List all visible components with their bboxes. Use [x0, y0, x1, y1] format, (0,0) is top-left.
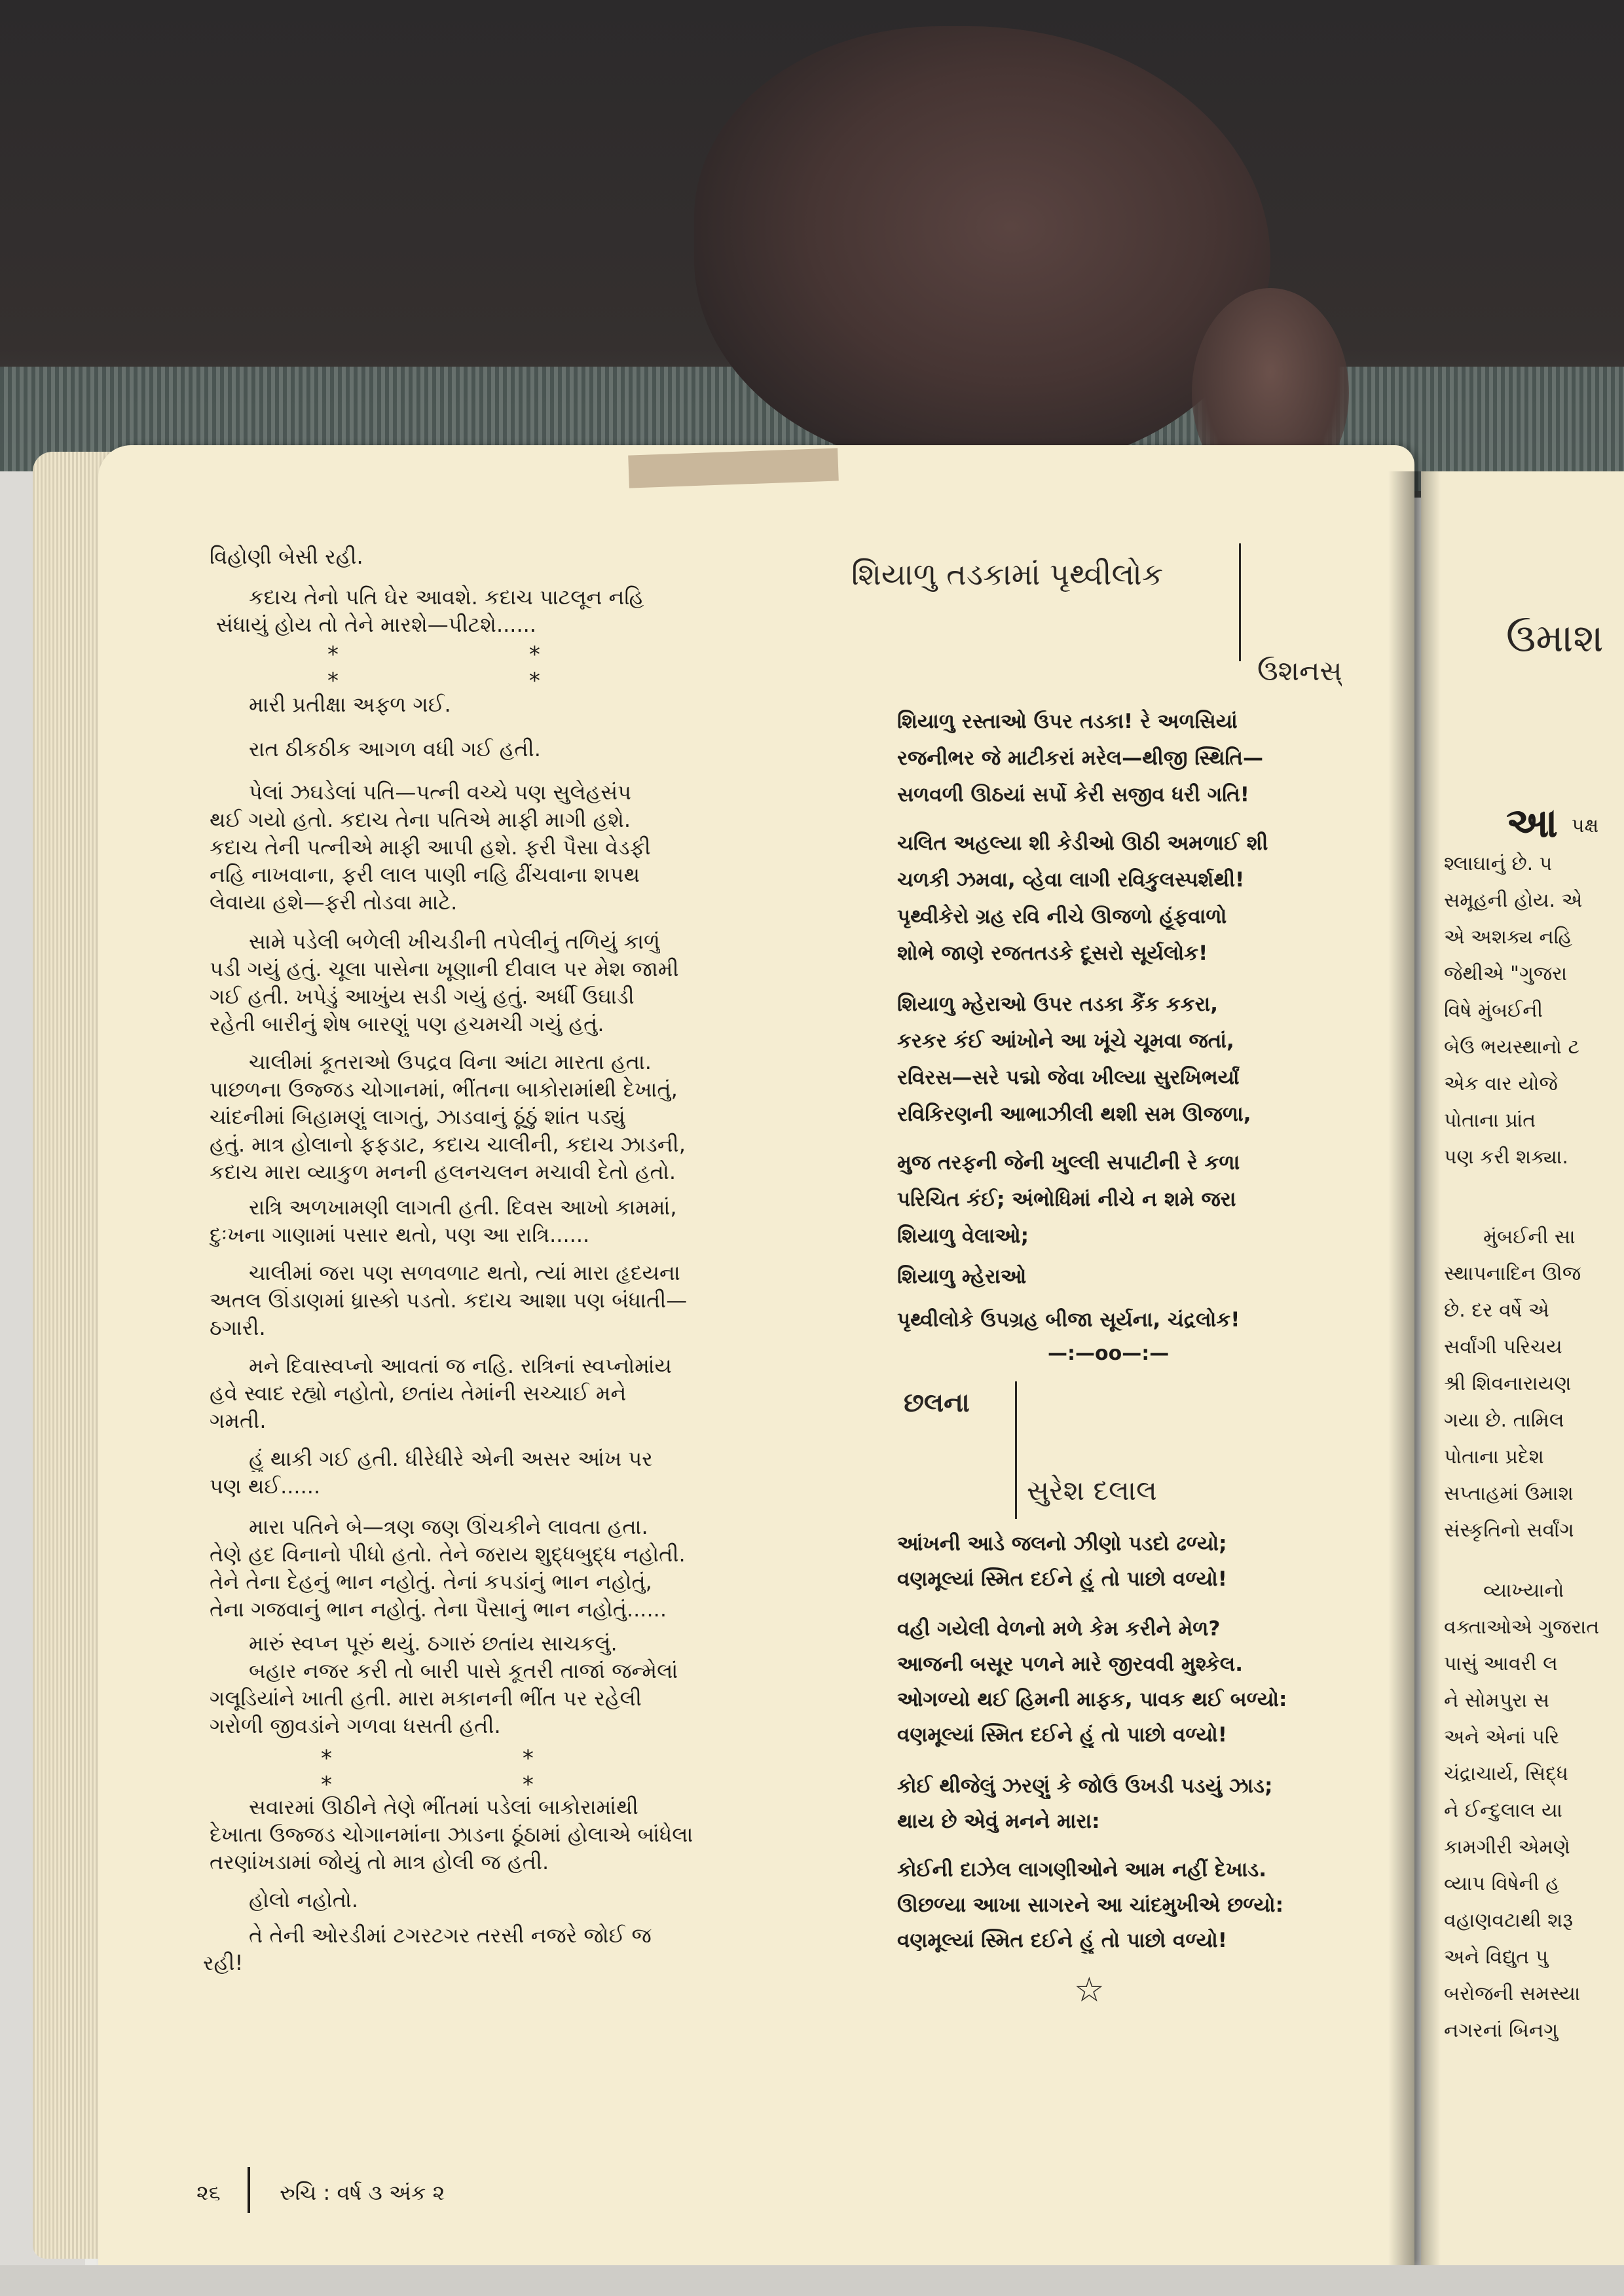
gutter-shadow	[1388, 471, 1441, 2291]
poem-line: રવિરસ—સરે પદ્મો જેવા ખીલ્યા સુરખિભર્યાં	[897, 1066, 1240, 1089]
poem-line: થાય છે એવું મનને મારા:	[897, 1810, 1100, 1833]
text-line: વ્યાપ વિષેની હ	[1444, 1872, 1560, 1895]
poem-line: વણમૂલ્યાં સ્મિત દઈને હું તો પાછો વળ્યો!	[897, 1929, 1227, 1952]
poem-line: સળવળી ઊઠયાં સર્પો કેરી સજીવ ધરી ગતિ!	[897, 783, 1249, 807]
text-line: પડી ગયું હતું. ચૂલા પાસેના ખૂણાની દીવાલ પર મેશ જામી	[210, 957, 679, 981]
text-line: હતું. માત્ર હોલાનો ફફડાટ, કદાચ ચાલીની, કદાચ ઝાડની,	[210, 1132, 686, 1157]
text-line: મને દિવાસ્વપ્નો આવતાં જ નહિ. રાત્રિનાં સ્વપ્નોમાંય	[249, 1353, 672, 1378]
page-footer	[196, 2180, 445, 2206]
poem-line: ચલિત અહલ્યા શી કેડીઓ ઊઠી અમળાઈ શી	[897, 831, 1268, 855]
text-line: દેખાતા ઉજ્જડ ચોગાનમાંના ઝાડના ઠૂંઠામાં હોલાએ બાંધેલા	[210, 1822, 693, 1847]
poem-title: છલના	[904, 1388, 970, 1418]
text-line: સંધાયું હોય તો તેને મારશે—પીટશે......	[216, 612, 536, 637]
left-text-column	[203, 543, 825, 2082]
text-line: અને વિદ્યુત પુ	[1444, 1946, 1549, 1969]
page-number: ૨૬	[196, 2180, 221, 2205]
poet-name: સુરેશ દલાલ	[1027, 1474, 1157, 1506]
text-line: રાત્રિ અળખામણી લાગતી હતી. દિવસ આખો કામમાં,	[249, 1195, 677, 1220]
text-line: મારી પ્રતીક્ષા અફળ ગઈ.	[249, 692, 451, 717]
text-line: કામગીરી એમણે	[1444, 1836, 1570, 1859]
text-line: સવારમાં ઊઠીને તેણે ભીંતમાં પડેલાં બાકોરામાંથી	[249, 1795, 638, 1819]
text-line: એ અશક્ય નહિ	[1444, 926, 1572, 949]
text-line: સંસ્કૃતિનો સર્વાંગ	[1444, 1519, 1574, 1542]
text-line: હું થાકી ગઈ હતી. ધીરેધીરે એની અસર આંખ પર	[249, 1446, 653, 1471]
facing-page-title: ઉમાશ	[1506, 615, 1604, 661]
text-line: છે. દર વર્ષે એ	[1444, 1299, 1549, 1322]
poet-name: ઉશનસ્	[1257, 655, 1342, 687]
text-line: રહી!	[203, 1950, 244, 1975]
text-line: અતલ ઊંડાણમાં ધ્રાસ્કો પડતો. કદાચ આશા પણ બંધાતી—	[210, 1288, 688, 1313]
text-line: ચાલીમાં કૂતરાઓ ઉપદ્રવ વિના આંટા મારતા હતા.	[249, 1049, 652, 1074]
text-line: ગરોળી જીવડાંને ગળવા ધસતી હતી.	[210, 1713, 501, 1738]
text-line: સામે પડેલી બળેલી ખીચડીની તપેલીનું તળિયું કાળું	[249, 929, 661, 954]
poem-line: વહી ગયેલી વેળનો મળે કેમ કરીને મેળ?	[897, 1617, 1221, 1641]
title-rule	[1015, 1381, 1017, 1519]
text-line: દુઃખના ગાણામાં પસાર થતો, પણ આ રાત્રિ......	[210, 1222, 590, 1247]
dropcap: આ	[1506, 799, 1558, 847]
text-line: મારું સ્વપ્ન પૂરું થયું. ઠગારું છતાંય સાચકલું.	[249, 1631, 618, 1656]
title-rule	[1239, 543, 1241, 661]
text-line: મુંબઈની સા	[1483, 1226, 1576, 1248]
text-line: તેણે હદ વિનાનો પીધો હતો. તેને જરાય શુદ્ધબુદ્ધ નહોતી.	[210, 1542, 686, 1567]
text-line: ચાલીમાં જરા પણ સળવળાટ થતો, ત્યાં મારા હૃદયના	[249, 1260, 680, 1285]
text-line: હોલો નહોતો.	[249, 1887, 359, 1912]
text-line: વ્યાખ્યાનો	[1483, 1579, 1564, 1602]
text-line: ગલૂડિયાંને ખાતી હતી. મારા મકાનની ભીંત પર રહેલી	[210, 1686, 642, 1711]
poem-line: શિયાળુ રસ્તાઓ ઉપર તડકા! રે અળસિયાં	[897, 710, 1238, 733]
text-line: સ્થાપનાદિન ઊજ	[1444, 1262, 1581, 1285]
text-line: એક વાર યોજે	[1444, 1072, 1558, 1095]
text-line: બેઉ ભયસ્થાનો ટ	[1444, 1036, 1579, 1059]
poem-line: કોઈની દાઝેલ લાગણીઓને આમ નહીં દેખાડ.	[897, 1858, 1267, 1882]
text-line: વક્તાઓએ ગુજરાત	[1444, 1616, 1600, 1639]
text-line: તેને તેના દેહનું ભાન નહોતું. તેનાં કપડાંનું ભાન નહોતું,	[210, 1569, 652, 1594]
text-line: નગરનાં બિનગુ	[1444, 2019, 1559, 2042]
text-line: બહાર નજર કરી તો બારી પાસે કૂતરી તાજાં જન્મેલાં	[249, 1658, 678, 1683]
poem-line: ઓગળ્યો થઈ હિમની માફક, પાવક થઈ બળ્યો:	[897, 1688, 1287, 1711]
text-line: ને ઈન્દુલાલ યા	[1444, 1799, 1563, 1822]
text-line: પણ કરી શક્યા.	[1444, 1146, 1568, 1169]
poem-line: વણમૂલ્યાં સ્મિત દઈને હું તો પાછો વળ્યો!	[897, 1723, 1227, 1747]
text-line: પક્ષ	[1572, 814, 1599, 837]
end-star-icon: ☆	[1074, 1971, 1105, 2010]
poem-line: શોભે જાણે રજતતડકે દૂસરો સૂર્યલોક!	[897, 941, 1208, 965]
poem-line: પૃથ્વીલોકે ઉપગ્રહ બીજા સૂર્યના, ચંદ્રલોક!	[897, 1308, 1240, 1332]
scanner-bottom-strip	[0, 2265, 1624, 2296]
text-line: કદાચ તેની પત્નીએ માફી આપી હશે. ફરી પૈસા વેડફી	[210, 835, 651, 860]
text-line: અને એનાં પરિ	[1444, 1726, 1560, 1749]
poem-line: વણમૂલ્યાં સ્મિત દઈને હું તો પાછો વળ્યો!	[897, 1567, 1227, 1591]
text-line: ચંદ્રાચાર્ય, સિદ્ધ	[1444, 1762, 1568, 1785]
text-line: પોતાના પ્રાંત	[1444, 1109, 1536, 1132]
text-line: પોતાના પ્રદેશ	[1444, 1446, 1544, 1468]
text-line: ઠગારી.	[210, 1315, 266, 1340]
text-line: વિહોણી બેસી રહી.	[210, 544, 363, 569]
text-line: ગઈ હતી. ખપેડું આખુંય સડી ગયું હતું. અર્ધી ઉઘાડી	[210, 984, 635, 1009]
text-line: થઈ ગયો હતો. કદાચ તેના પતિએ માફી માગી હશે.	[210, 807, 631, 832]
separator: —:—oo—:—	[1048, 1342, 1170, 1365]
text-line: કદાચ મારા વ્યાકુળ મનની હલનચલન મચાવી દેતો હતો.	[210, 1159, 676, 1184]
text-line: તેના ગજવાનું ભાન નહોતું. તેના પૈસાનું ભાન નહોતું......	[210, 1597, 667, 1622]
facing-page-column	[1444, 799, 1621, 2174]
text-line: ચાંદનીમાં બિહામણું લાગતું, ઝાડવાનું ઠૂંઠું શાંત પડ્યું	[210, 1104, 625, 1129]
magazine-issue: રુચિ : વર્ષ ૩ અંક ૨	[280, 2180, 445, 2205]
poem-title: શિયાળુ તડકામાં પૃથ્વીલોક	[851, 556, 1164, 592]
text-line: સમૂહની હોય. એ	[1444, 889, 1583, 912]
poem-line: ઊછળ્યા આખા સાગરને આ ચાંદમુખીએ છળ્યો:	[897, 1893, 1284, 1917]
poem-line: મુજ તરફની જેની ખુલ્લી સપાટીની રે કળા	[897, 1151, 1240, 1175]
poem-line: શિયાળુ વેલાઓ;	[897, 1224, 1029, 1248]
text-line: વિષે મુંબઈની	[1444, 999, 1543, 1022]
text-line: તે તેની ઓરડીમાં ટગરટગર તરસી નજરે જોઈ જ	[249, 1923, 652, 1948]
text-line: સપ્તાહમાં ઉમાશ	[1444, 1482, 1574, 1505]
poem-line: રજનીભર જે માટીકરાં મરેલ—થીજી સ્થિતિ—	[897, 746, 1263, 770]
text-line: ને સોમપુરા સ	[1444, 1689, 1550, 1712]
text-line: પાછળના ઉજ્જડ ચોગાનમાં, ભીંતના બાકોરામાંથી દેખાતું,	[210, 1077, 678, 1102]
text-line: શ્રી શિવનારાયણ	[1444, 1372, 1572, 1395]
text-line: જેથીએ "ગુજરા	[1444, 962, 1568, 985]
text-line: નહિ નાખવાના, ફરી લાલ પાણી નહિ ઢીંચવાના શપથ	[210, 862, 640, 887]
poem-line: ચળકી ઝમવા, વ્હેવા લાગી રવિકુલસ્પર્શથી!	[897, 868, 1245, 892]
section-break-stars: * * * *	[327, 642, 632, 694]
text-line: પેલાં ઝઘડેલાં પતિ—પત્ની વચ્ચે પણ સુલેહસંપ	[249, 780, 631, 805]
text-line: પાસું આવરી લ	[1444, 1652, 1558, 1675]
text-line: તરણાંખડામાં જોયું તો માત્ર હોલી જ હતી.	[210, 1850, 549, 1874]
poems-column	[851, 537, 1369, 2075]
text-line: હવે સ્વાદ રહ્યો નહોતો, છતાંય તેમાંની સચ્ચાઈ મને	[210, 1381, 627, 1406]
text-line: બરોજની સમસ્યા	[1444, 1982, 1581, 2005]
section-break-stars: * * * *	[321, 1745, 625, 1798]
poem-line: આંખની આડે જલનો ઝીણો પડદો ઢળ્યો;	[897, 1532, 1227, 1556]
text-line: સર્વાંગી પરિચય	[1444, 1336, 1562, 1358]
poem-line: આજની બસૂર પળને મારે જીરવવી મુશ્કેલ.	[897, 1652, 1243, 1676]
poem-line: શિયાળુ મ્હેરાઓ ઉપર તડકા કૈંક કકરા,	[897, 993, 1219, 1016]
poem-line: રવિકિરણની આભાઝીલી થશી સમ ઊજળા,	[897, 1102, 1251, 1126]
text-line: પણ થઈ......	[210, 1474, 321, 1499]
text-line: મારા પતિને બે—ત્રણ જણ ઊંચકીને લાવતા હતા.	[249, 1514, 648, 1539]
text-line: રાત ઠીકઠીક આગળ વધી ગઈ હતી.	[249, 737, 541, 761]
poem-line: કરકર કંઈ આંખોને આ ખૂંચે ચૂમવા જતાં,	[897, 1029, 1234, 1053]
text-line: ગયા છે. તામિલ	[1444, 1409, 1564, 1432]
text-line: લેવાયા હશે—ફરી તોડવા માટે.	[210, 890, 458, 915]
poem-line: શિયાળુ મ્હેરાઓ	[897, 1265, 1027, 1288]
poem-line: પૃથ્વીકેરો ગ્રહ રવિ નીચે ઊજળો હૂંફવાળો	[897, 905, 1227, 928]
poem-line: પરિચિત કંઈ; અંભોધિમાં નીચે ન શમે જરા	[897, 1188, 1236, 1211]
text-line: રહેતી બારીનું શેષ બારણું પણ હચમચી ગયું હતું.	[210, 1011, 604, 1036]
text-line: ગમતી.	[210, 1408, 267, 1433]
text-line: વહાણવટાથી શરૂ	[1444, 1909, 1574, 1932]
poem-line: કોઈ થીજેલું ઝરણું કે જોઉં ઉખડી પડયું ઝાડ;	[897, 1774, 1273, 1798]
text-line: કદાચ તેનો પતિ ઘેર આવશે. કદાચ પાટલૂન નહિ	[249, 585, 644, 610]
text-line: શ્લાઘાનું છે. પ	[1444, 852, 1553, 875]
